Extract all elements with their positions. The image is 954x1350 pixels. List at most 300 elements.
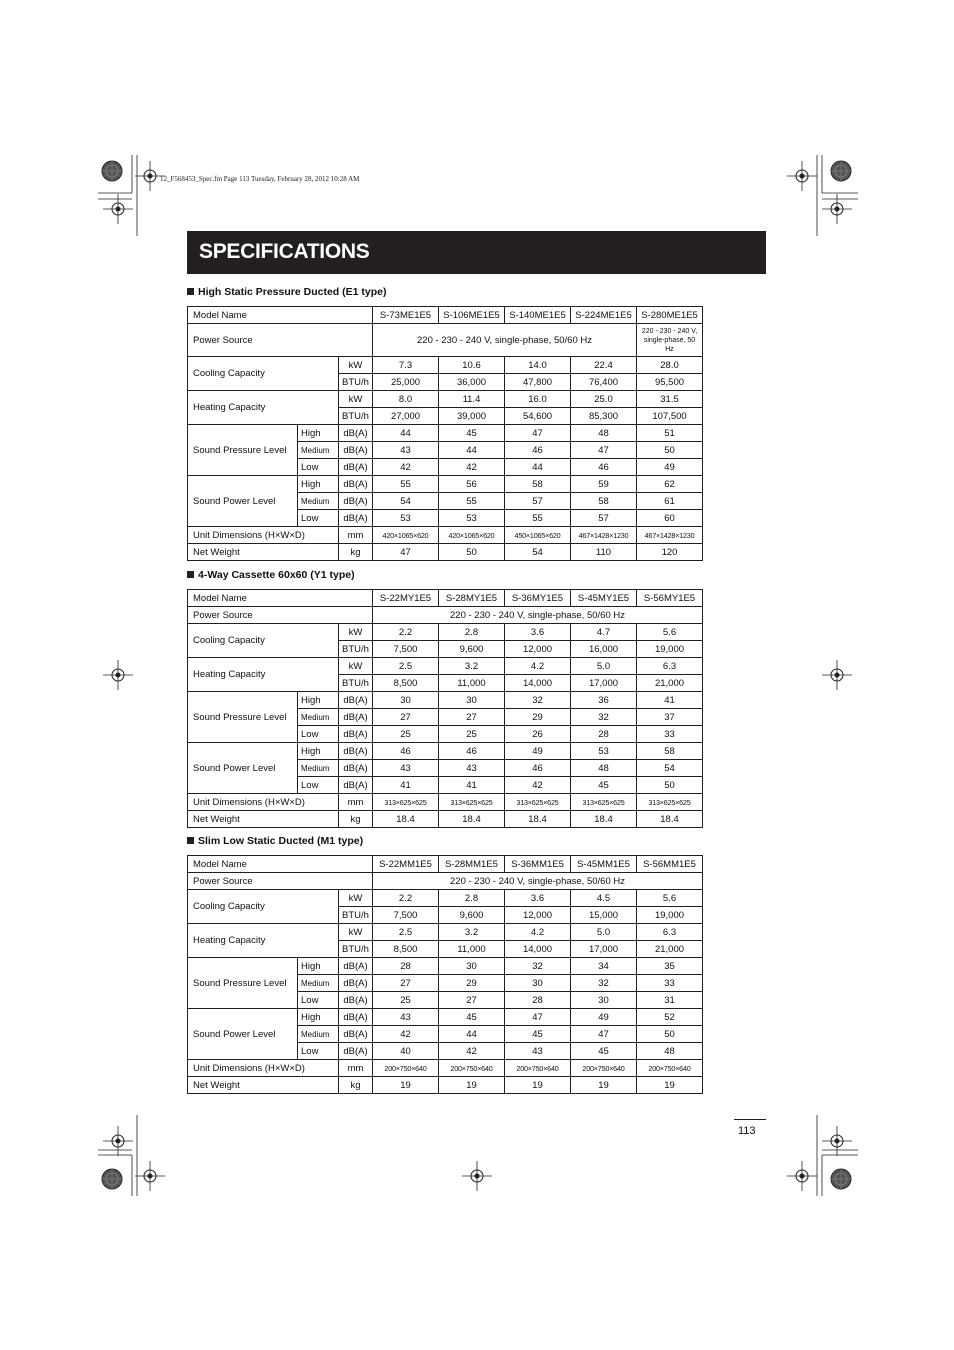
page-title: SPECIFICATIONS	[199, 240, 370, 263]
model-name-cell: S-45MM1E5	[571, 856, 637, 873]
unit-dimensions-label: Unit Dimensions (H×W×D)	[188, 794, 339, 811]
value-cell: 32	[571, 709, 637, 726]
value-cell: 41	[373, 777, 439, 794]
level-low-label: Low	[298, 726, 339, 743]
unit-cell: dB(A)	[339, 760, 373, 777]
value-cell: 17,000	[571, 675, 637, 692]
unit-cell: dB(A)	[339, 442, 373, 459]
model-name-cell: S-28MY1E5	[439, 590, 505, 607]
square-bullet-icon	[187, 571, 194, 578]
value-cell: 47,800	[505, 374, 571, 391]
value-cell: 2.5	[373, 658, 439, 675]
value-cell: 53	[571, 743, 637, 760]
table-row	[188, 924, 703, 941]
value-cell: 28	[571, 726, 637, 743]
value-cell: 42	[505, 777, 571, 794]
value-cell: 31.5	[637, 391, 703, 408]
value-cell: 58	[637, 743, 703, 760]
value-cell: 52	[637, 1009, 703, 1026]
value-cell: 50	[637, 777, 703, 794]
value-cell: 39,000	[439, 408, 505, 425]
value-cell: 3.2	[439, 658, 505, 675]
value-cell: 450×1065×620	[505, 527, 571, 544]
value-cell: 9,600	[439, 641, 505, 658]
model-name-cell: S-22MM1E5	[373, 856, 439, 873]
value-cell: 46	[439, 743, 505, 760]
value-cell: 53	[439, 510, 505, 527]
unit-cell: dB(A)	[339, 493, 373, 510]
value-cell: 30	[505, 975, 571, 992]
value-cell: 5.6	[637, 624, 703, 641]
unit-cell: dB(A)	[339, 975, 373, 992]
unit-cell: kW	[339, 924, 373, 941]
value-cell: 120	[637, 544, 703, 561]
value-cell: 61	[637, 493, 703, 510]
sound-pressure-level-label: Sound Pressure Level	[188, 425, 298, 476]
value-cell: 22.4	[571, 357, 637, 374]
value-cell: 467×1428×1230	[571, 527, 637, 544]
table-row	[188, 527, 703, 544]
value-cell: 46	[505, 442, 571, 459]
value-cell: 43	[505, 1043, 571, 1060]
level-high-label: High	[298, 425, 339, 442]
value-cell: 45	[439, 1009, 505, 1026]
value-cell: 34	[571, 958, 637, 975]
value-cell: 30	[439, 692, 505, 709]
model-name-label: Model Name	[188, 307, 373, 324]
value-cell: 15,000	[571, 907, 637, 924]
value-cell: 18.4	[571, 811, 637, 828]
value-cell: 5.6	[637, 890, 703, 907]
unit-cell: kW	[339, 890, 373, 907]
unit-cell: kW	[339, 624, 373, 641]
file-header-line: 12_F568453_Spec.fm Page 113 Tuesday, February 28, 2012 10:28 AM	[160, 175, 360, 183]
value-cell: 12,000	[505, 641, 571, 658]
section-heading	[187, 835, 363, 847]
value-cell: 3.2	[439, 924, 505, 941]
unit-cell: mm	[339, 527, 373, 544]
level-medium-label: Medium	[298, 760, 339, 777]
value-cell: 48	[571, 760, 637, 777]
value-cell: 25,000	[373, 374, 439, 391]
value-cell: 46	[505, 760, 571, 777]
table-row	[188, 1077, 703, 1094]
value-cell: 16,000	[571, 641, 637, 658]
value-cell: 28	[505, 992, 571, 1009]
unit-dimensions-label: Unit Dimensions (H×W×D)	[188, 527, 339, 544]
value-cell: 42	[373, 459, 439, 476]
level-high-label: High	[298, 743, 339, 760]
value-cell: 7,500	[373, 641, 439, 658]
unit-cell: mm	[339, 1060, 373, 1077]
value-cell: 43	[373, 442, 439, 459]
square-bullet-icon	[187, 837, 194, 844]
value-cell: 76,400	[571, 374, 637, 391]
table-row	[188, 1009, 703, 1026]
table-row	[188, 811, 703, 828]
table-row	[188, 794, 703, 811]
value-cell: 28.0	[637, 357, 703, 374]
value-cell: 95,500	[637, 374, 703, 391]
value-cell: 200×750×640	[505, 1060, 571, 1077]
value-cell: 32	[505, 958, 571, 975]
section-heading-text: Slim Low Static Ducted (M1 type)	[198, 835, 364, 847]
model-name-cell: S-280ME1E5	[637, 307, 703, 324]
unit-cell: kW	[339, 658, 373, 675]
power-source-value-alt: 220 - 230 - 240 V, single-phase, 50 Hz	[637, 324, 703, 357]
sound-pressure-level-label: Sound Pressure Level	[188, 958, 298, 1009]
value-cell: 19,000	[637, 641, 703, 658]
value-cell: 6.3	[637, 658, 703, 675]
model-name-cell: S-106ME1E5	[439, 307, 505, 324]
value-cell: 25	[439, 726, 505, 743]
table-row	[188, 607, 703, 624]
value-cell: 27,000	[373, 408, 439, 425]
spec-table	[187, 589, 703, 828]
model-name-cell: S-36MM1E5	[505, 856, 571, 873]
table-row	[188, 357, 703, 374]
value-cell: 200×750×640	[637, 1060, 703, 1077]
value-cell: 4.5	[571, 890, 637, 907]
value-cell: 59	[571, 476, 637, 493]
value-cell: 467×1428×1230	[637, 527, 703, 544]
value-cell: 50	[637, 1026, 703, 1043]
page-number: 113	[738, 1125, 756, 1137]
section-heading	[187, 286, 386, 298]
value-cell: 42	[439, 459, 505, 476]
value-cell: 46	[373, 743, 439, 760]
value-cell: 19	[439, 1077, 505, 1094]
value-cell: 49	[637, 459, 703, 476]
value-cell: 19	[505, 1077, 571, 1094]
level-low-label: Low	[298, 510, 339, 527]
value-cell: 110	[571, 544, 637, 561]
power-source-value: 220 - 230 - 240 V, single-phase, 50/60 Hz	[373, 607, 703, 624]
value-cell: 47	[505, 1009, 571, 1026]
value-cell: 41	[637, 692, 703, 709]
value-cell: 29	[505, 709, 571, 726]
value-cell: 313×625×625	[373, 794, 439, 811]
net-weight-label: Net Weight	[188, 544, 339, 561]
table-row	[188, 1060, 703, 1077]
power-source-label: Power Source	[188, 324, 373, 357]
power-source-label: Power Source	[188, 607, 373, 624]
unit-cell: dB(A)	[339, 709, 373, 726]
value-cell: 44	[439, 442, 505, 459]
value-cell: 8.0	[373, 391, 439, 408]
level-high-label: High	[298, 958, 339, 975]
unit-cell: kg	[339, 544, 373, 561]
value-cell: 42	[439, 1043, 505, 1060]
value-cell: 2.5	[373, 924, 439, 941]
page-number-rule	[734, 1119, 766, 1120]
value-cell: 50	[637, 442, 703, 459]
value-cell: 36,000	[439, 374, 505, 391]
value-cell: 54	[637, 760, 703, 777]
table-row	[188, 658, 703, 675]
value-cell: 51	[637, 425, 703, 442]
value-cell: 40	[373, 1043, 439, 1060]
value-cell: 2.8	[439, 890, 505, 907]
value-cell: 58	[505, 476, 571, 493]
value-cell: 27	[439, 709, 505, 726]
level-high-label: High	[298, 476, 339, 493]
value-cell: 8,500	[373, 675, 439, 692]
value-cell: 21,000	[637, 675, 703, 692]
heating-capacity-label: Heating Capacity	[188, 924, 339, 958]
unit-cell: dB(A)	[339, 958, 373, 975]
power-source-label: Power Source	[188, 873, 373, 890]
value-cell: 16.0	[505, 391, 571, 408]
value-cell: 25	[373, 992, 439, 1009]
table-row	[188, 873, 703, 890]
value-cell: 18.4	[505, 811, 571, 828]
value-cell: 3.6	[505, 890, 571, 907]
unit-cell: dB(A)	[339, 992, 373, 1009]
value-cell: 42	[373, 1026, 439, 1043]
table-row	[188, 590, 703, 607]
value-cell: 9,600	[439, 907, 505, 924]
value-cell: 30	[439, 958, 505, 975]
value-cell: 5.0	[571, 924, 637, 941]
value-cell: 29	[439, 975, 505, 992]
power-source-value: 220 - 230 - 240 V, single-phase, 50/60 Hz	[373, 873, 703, 890]
value-cell: 45	[439, 425, 505, 442]
level-high-label: High	[298, 1009, 339, 1026]
value-cell: 2.2	[373, 890, 439, 907]
section-heading-text: 4-Way Cassette 60x60 (Y1 type)	[198, 569, 355, 581]
value-cell: 8,500	[373, 941, 439, 958]
unit-cell: dB(A)	[339, 1009, 373, 1026]
value-cell: 45	[571, 1043, 637, 1060]
table-row	[188, 476, 703, 493]
value-cell: 19	[373, 1077, 439, 1094]
value-cell: 47	[505, 425, 571, 442]
value-cell: 45	[505, 1026, 571, 1043]
value-cell: 57	[571, 510, 637, 527]
table-row	[188, 890, 703, 907]
sound-pressure-level-label: Sound Pressure Level	[188, 692, 298, 743]
value-cell: 10.6	[439, 357, 505, 374]
table-row	[188, 692, 703, 709]
table-row	[188, 624, 703, 641]
section-heading	[187, 569, 355, 581]
sound-power-level-label: Sound Power Level	[188, 743, 298, 794]
power-source-value: 220 - 230 - 240 V, single-phase, 50/60 Hz	[373, 324, 637, 357]
cooling-capacity-label: Cooling Capacity	[188, 624, 339, 658]
square-bullet-icon	[187, 288, 194, 295]
value-cell: 14.0	[505, 357, 571, 374]
value-cell: 48	[571, 425, 637, 442]
value-cell: 47	[571, 442, 637, 459]
net-weight-label: Net Weight	[188, 1077, 339, 1094]
unit-cell: dB(A)	[339, 1026, 373, 1043]
unit-cell: kW	[339, 391, 373, 408]
value-cell: 18.4	[373, 811, 439, 828]
sound-power-level-label: Sound Power Level	[188, 476, 298, 527]
value-cell: 27	[373, 709, 439, 726]
value-cell: 200×750×640	[571, 1060, 637, 1077]
value-cell: 56	[439, 476, 505, 493]
value-cell: 19	[571, 1077, 637, 1094]
value-cell: 200×750×640	[373, 1060, 439, 1077]
unit-cell: kg	[339, 811, 373, 828]
model-name-cell: S-56MY1E5	[637, 590, 703, 607]
value-cell: 5.0	[571, 658, 637, 675]
value-cell: 2.8	[439, 624, 505, 641]
value-cell: 37	[637, 709, 703, 726]
value-cell: 43	[373, 1009, 439, 1026]
value-cell: 107,500	[637, 408, 703, 425]
model-name-cell: S-224ME1E5	[571, 307, 637, 324]
value-cell: 49	[571, 1009, 637, 1026]
value-cell: 31	[637, 992, 703, 1009]
value-cell: 49	[505, 743, 571, 760]
model-name-cell: S-36MY1E5	[505, 590, 571, 607]
cooling-capacity-label: Cooling Capacity	[188, 357, 339, 391]
value-cell: 18.4	[637, 811, 703, 828]
value-cell: 33	[637, 975, 703, 992]
level-low-label: Low	[298, 1043, 339, 1060]
value-cell: 47	[571, 1026, 637, 1043]
value-cell: 6.3	[637, 924, 703, 941]
value-cell: 17,000	[571, 941, 637, 958]
value-cell: 46	[571, 459, 637, 476]
level-medium-label: Medium	[298, 709, 339, 726]
value-cell: 25.0	[571, 391, 637, 408]
table-row	[188, 544, 703, 561]
value-cell: 47	[373, 544, 439, 561]
value-cell: 85,300	[571, 408, 637, 425]
value-cell: 60	[637, 510, 703, 527]
value-cell: 313×625×625	[439, 794, 505, 811]
section-heading-text: High Static Pressure Ducted (E1 type)	[198, 286, 387, 298]
value-cell: 45	[571, 777, 637, 794]
value-cell: 43	[439, 760, 505, 777]
value-cell: 54,600	[505, 408, 571, 425]
unit-cell: kW	[339, 357, 373, 374]
value-cell: 27	[439, 992, 505, 1009]
model-name-label: Model Name	[188, 856, 373, 873]
unit-cell: BTU/h	[339, 641, 373, 658]
unit-cell: mm	[339, 794, 373, 811]
cooling-capacity-label: Cooling Capacity	[188, 890, 339, 924]
level-low-label: Low	[298, 777, 339, 794]
unit-cell: dB(A)	[339, 459, 373, 476]
value-cell: 11.4	[439, 391, 505, 408]
value-cell: 19	[637, 1077, 703, 1094]
value-cell: 4.2	[505, 924, 571, 941]
value-cell: 44	[505, 459, 571, 476]
value-cell: 53	[373, 510, 439, 527]
model-name-cell: S-73ME1E5	[373, 307, 439, 324]
value-cell: 420×1065×620	[373, 527, 439, 544]
value-cell: 58	[571, 493, 637, 510]
unit-cell: dB(A)	[339, 510, 373, 527]
net-weight-label: Net Weight	[188, 811, 339, 828]
value-cell: 19,000	[637, 907, 703, 924]
table-row	[188, 958, 703, 975]
value-cell: 11,000	[439, 675, 505, 692]
unit-cell: dB(A)	[339, 726, 373, 743]
level-medium-label: Medium	[298, 493, 339, 510]
unit-cell: dB(A)	[339, 476, 373, 493]
unit-cell: kg	[339, 1077, 373, 1094]
value-cell: 50	[439, 544, 505, 561]
value-cell: 44	[439, 1026, 505, 1043]
model-name-cell: S-56MM1E5	[637, 856, 703, 873]
level-low-label: Low	[298, 992, 339, 1009]
value-cell: 313×625×625	[637, 794, 703, 811]
level-medium-label: Medium	[298, 975, 339, 992]
level-medium-label: Medium	[298, 1026, 339, 1043]
value-cell: 41	[439, 777, 505, 794]
value-cell: 4.2	[505, 658, 571, 675]
table-row	[188, 743, 703, 760]
model-name-label: Model Name	[188, 590, 373, 607]
table-row	[188, 391, 703, 408]
value-cell: 25	[373, 726, 439, 743]
value-cell: 30	[571, 992, 637, 1009]
value-cell: 62	[637, 476, 703, 493]
unit-cell: BTU/h	[339, 408, 373, 425]
table-row	[188, 307, 703, 324]
unit-cell: BTU/h	[339, 941, 373, 958]
spec-table	[187, 306, 703, 561]
table-row	[188, 856, 703, 873]
value-cell: 30	[373, 692, 439, 709]
level-high-label: High	[298, 692, 339, 709]
model-name-cell: S-22MY1E5	[373, 590, 439, 607]
level-low-label: Low	[298, 459, 339, 476]
unit-cell: BTU/h	[339, 374, 373, 391]
value-cell: 420×1065×620	[439, 527, 505, 544]
level-medium-label: Medium	[298, 442, 339, 459]
value-cell: 27	[373, 975, 439, 992]
model-name-cell: S-28MM1E5	[439, 856, 505, 873]
value-cell: 4.7	[571, 624, 637, 641]
unit-cell: dB(A)	[339, 692, 373, 709]
value-cell: 313×625×625	[505, 794, 571, 811]
sound-power-level-label: Sound Power Level	[188, 1009, 298, 1060]
value-cell: 44	[373, 425, 439, 442]
value-cell: 21,000	[637, 941, 703, 958]
value-cell: 313×625×625	[571, 794, 637, 811]
value-cell: 12,000	[505, 907, 571, 924]
model-name-cell: S-140ME1E5	[505, 307, 571, 324]
value-cell: 54	[373, 493, 439, 510]
unit-cell: dB(A)	[339, 425, 373, 442]
value-cell: 26	[505, 726, 571, 743]
unit-cell: BTU/h	[339, 675, 373, 692]
value-cell: 200×750×640	[439, 1060, 505, 1077]
unit-dimensions-label: Unit Dimensions (H×W×D)	[188, 1060, 339, 1077]
value-cell: 43	[373, 760, 439, 777]
value-cell: 32	[571, 975, 637, 992]
unit-cell: dB(A)	[339, 743, 373, 760]
value-cell: 36	[571, 692, 637, 709]
heating-capacity-label: Heating Capacity	[188, 658, 339, 692]
value-cell: 11,000	[439, 941, 505, 958]
unit-cell: dB(A)	[339, 1043, 373, 1060]
table-row	[188, 324, 703, 357]
value-cell: 7.3	[373, 357, 439, 374]
value-cell: 32	[505, 692, 571, 709]
unit-cell: BTU/h	[339, 907, 373, 924]
value-cell: 57	[505, 493, 571, 510]
spec-table	[187, 855, 703, 1094]
value-cell: 35	[637, 958, 703, 975]
